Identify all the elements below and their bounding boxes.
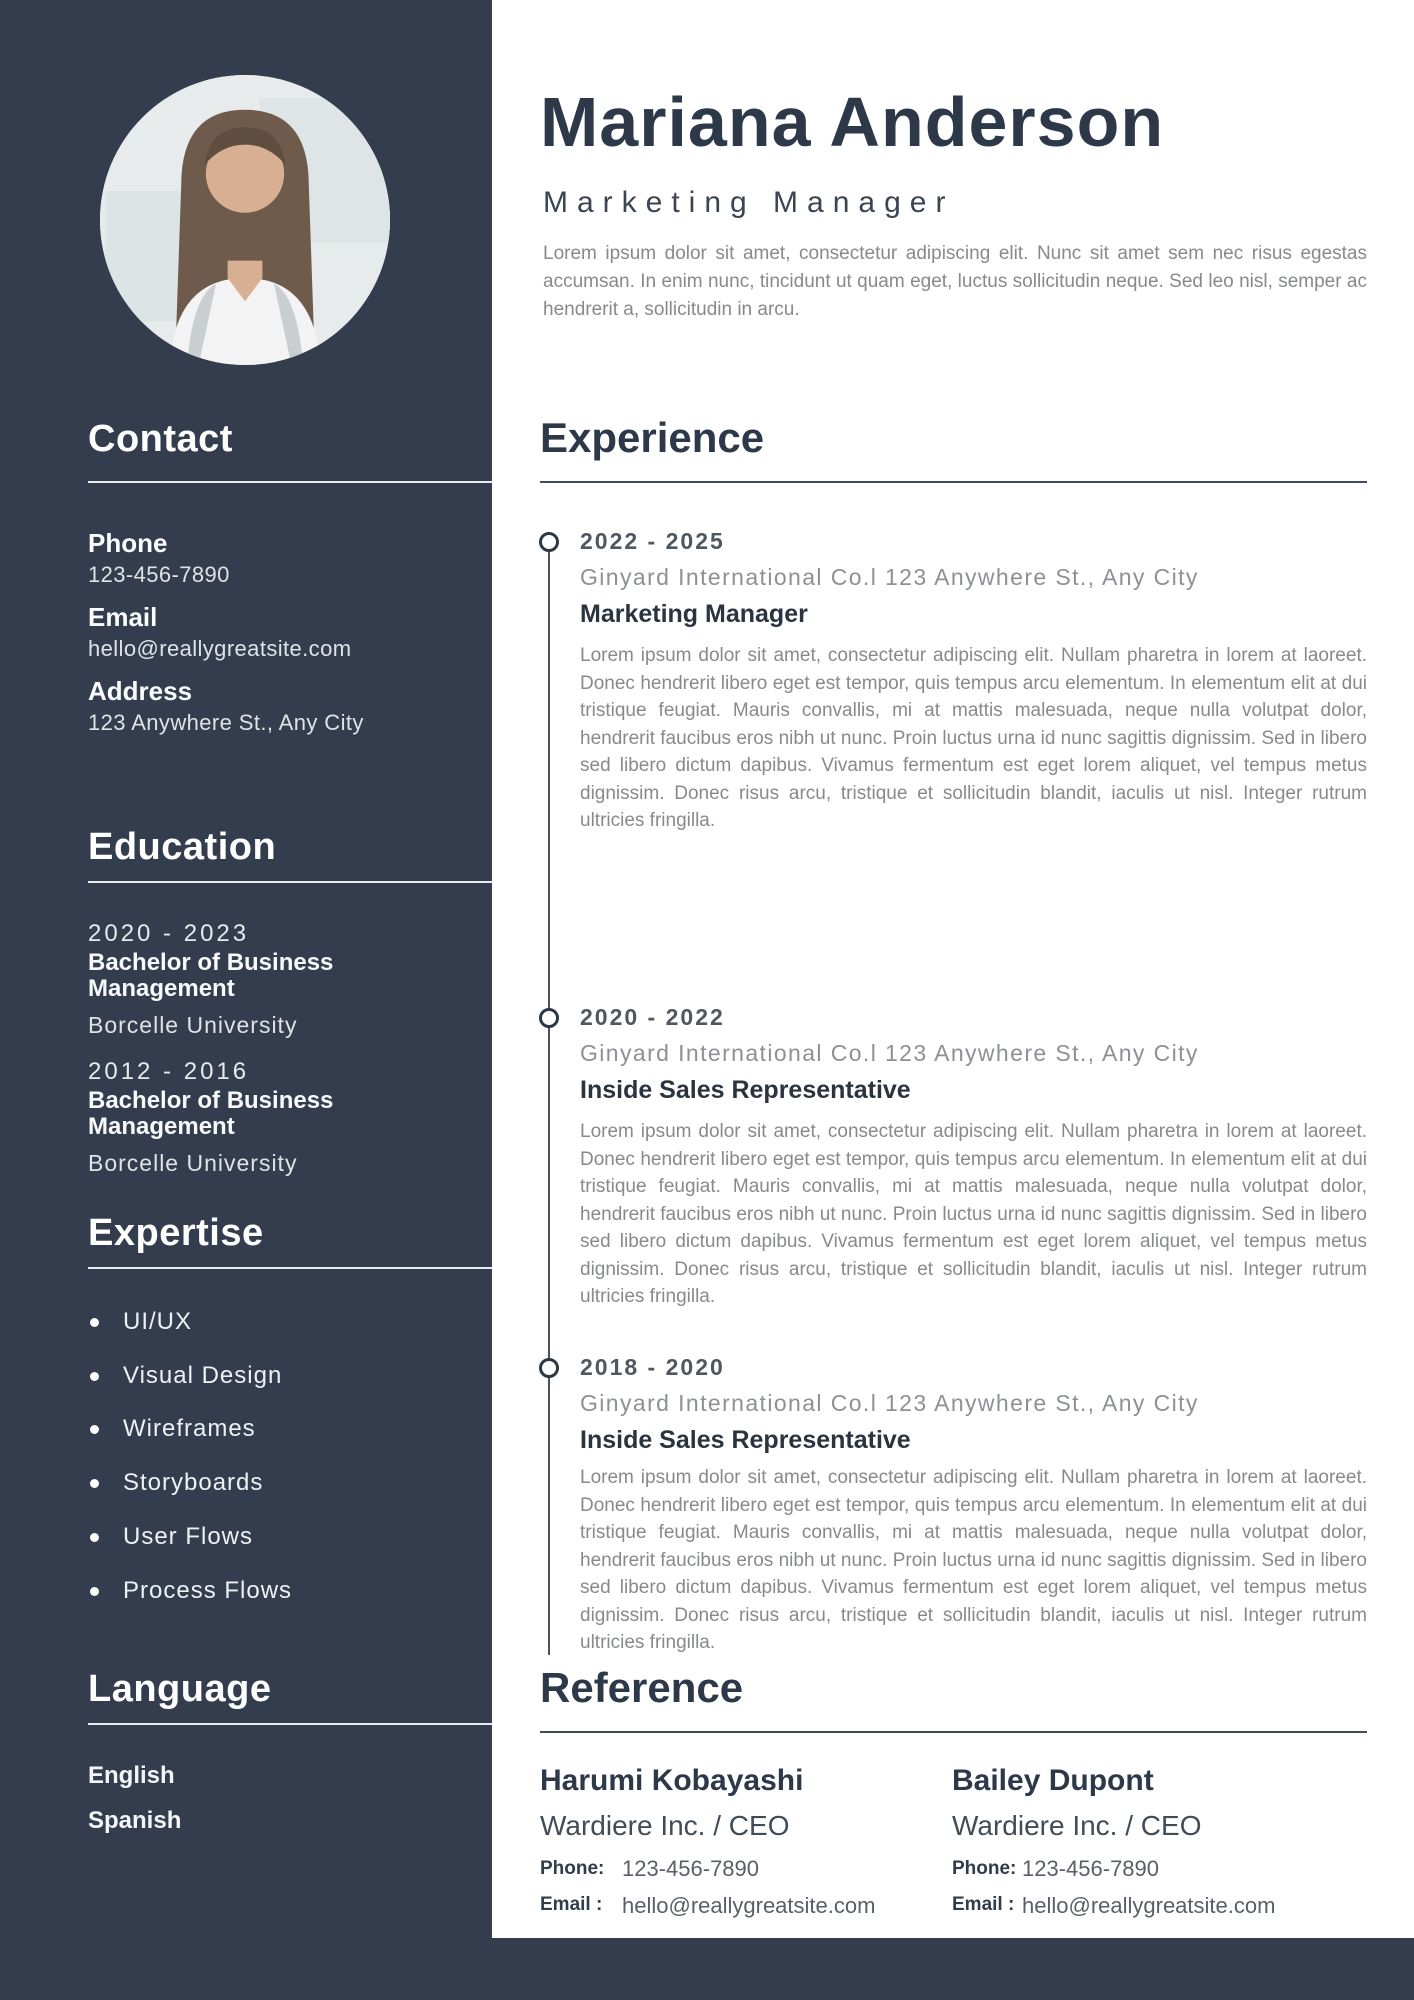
skill-label: Storyboards <box>123 1469 264 1496</box>
skill-label: Process Flows <box>123 1577 293 1604</box>
reference-phone-value: 123-456-7890 <box>1022 1856 1160 1881</box>
reference-email-label: Email : <box>952 1894 1015 1915</box>
contact-divider <box>88 481 492 483</box>
bullet-icon <box>90 1533 99 1542</box>
person-name: Mariana Anderson <box>540 83 1165 161</box>
reference-phone-value: 123-456-7890 <box>622 1856 760 1881</box>
bullet-icon <box>90 1318 99 1327</box>
email-label: Email <box>88 602 158 632</box>
education-dates: 2012 - 2016 <box>88 1058 250 1085</box>
skill-item <box>90 1523 253 1551</box>
timeline-line <box>548 543 550 1655</box>
reference-email-value: hello@reallygreatsite.com <box>1022 1893 1276 1918</box>
expertise-heading: Expertise <box>88 1212 264 1254</box>
person-portrait-icon <box>100 75 390 365</box>
education-school: Borcelle University <box>88 1150 298 1176</box>
bullet-icon <box>90 1425 99 1434</box>
contact-heading: Contact <box>88 418 233 460</box>
bullet-icon <box>90 1372 99 1381</box>
education-degree: Bachelor of Business Management <box>88 949 334 1002</box>
reference-email-value: hello@reallygreatsite.com <box>622 1893 876 1918</box>
reference-position: Wardiere Inc. / CEO <box>952 1810 1202 1841</box>
skill-label: UI/UX <box>123 1308 193 1335</box>
language-heading: Language <box>88 1668 272 1710</box>
reference-name: Harumi Kobayashi <box>540 1764 804 1797</box>
address-value: 123 Anywhere St., Any City <box>88 710 364 735</box>
experience-dates: 2018 - 2020 <box>580 1354 725 1380</box>
reference-divider <box>540 1731 1367 1733</box>
education-divider <box>88 881 492 883</box>
skill-label: User Flows <box>123 1523 254 1550</box>
language-item: English <box>88 1762 175 1789</box>
summary-paragraph: Lorem ipsum dolor sit amet, consectetur adipiscing elit. Nunc sit amet sem nec risus egestas accumsan. In enim nunc, tincidunt ut quam eget, luctus sollicitudin neque. Sed leo nisl, semper ac hendrerit a, sollicitudin in arcu. <box>543 243 1367 321</box>
address-label: Address <box>88 676 193 706</box>
skill-item <box>90 1577 292 1605</box>
experience-description: Lorem ipsum dolor sit amet, consectetur adipiscing elit. Nullam pharetra in lorem at laoreet. Donec hendrerit libero eget est tempor, quis tempus arcu elementum. In elementum elit at dui tristique feugiat. Mauris convallis, mi at mattis malesuada, neque nulla volutpat dolor, hendrerit faucibus eros nibh ut nunc. Proin luctus urna id nunc sagittis dignissim. Sed in libero sed libero dictum dapibus. Vivamus fermentum est eget lorem aliquet, vel tempus metus dignissim. Donec risus arcu, tristique et sollicitudin blandit, iaculis ut nisl. Integer rutrum ultricies fringilla. <box>580 1121 1367 1308</box>
reference-name: Bailey Dupont <box>952 1764 1154 1797</box>
timeline-marker-icon <box>539 1358 559 1378</box>
experience-divider <box>540 481 1367 483</box>
experience-company: Ginyard International Co.l 123 Anywhere St., Any City <box>580 1390 1199 1416</box>
experience-role: Inside Sales Representative <box>580 1426 911 1454</box>
reference-phone-label: Phone: <box>540 1858 605 1879</box>
phone-label: Phone <box>88 528 168 558</box>
experience-heading: Experience <box>540 414 765 461</box>
language-item: Spanish <box>88 1807 182 1834</box>
person-job-title: Marketing Manager <box>543 186 955 219</box>
reference-email-label: Email : <box>540 1894 603 1915</box>
bullet-icon <box>90 1479 99 1488</box>
skill-item <box>90 1362 282 1390</box>
timeline-marker-icon <box>539 1008 559 1028</box>
skill-item <box>90 1469 263 1497</box>
education-school: Borcelle University <box>88 1012 298 1038</box>
experience-company: Ginyard International Co.l 123 Anywhere St., Any City <box>580 1040 1199 1066</box>
skill-label: Wireframes <box>123 1415 256 1442</box>
profile-photo <box>100 75 390 365</box>
phone-value: 123-456-7890 <box>88 562 230 587</box>
timeline-marker-icon <box>539 532 559 552</box>
experience-company: Ginyard International Co.l 123 Anywhere St., Any City <box>580 564 1199 590</box>
reference-heading: Reference <box>540 1664 744 1711</box>
skill-label: Visual Design <box>123 1362 283 1389</box>
experience-dates: 2020 - 2022 <box>580 1004 725 1030</box>
footer-accent-bar <box>492 1938 1414 2000</box>
experience-role: Marketing Manager <box>580 600 808 628</box>
skill-item <box>90 1415 256 1443</box>
reference-position: Wardiere Inc. / CEO <box>540 1810 790 1841</box>
email-value: hello@reallygreatsite.com <box>88 636 352 661</box>
education-dates: 2020 - 2023 <box>88 920 250 947</box>
bullet-icon <box>90 1587 99 1596</box>
experience-description: Lorem ipsum dolor sit amet, consectetur adipiscing elit. Nullam pharetra in lorem at laoreet. Donec hendrerit libero eget est tempor, quis tempus arcu elementum. In elementum elit at dui tristique feugiat. Mauris convallis, mi at mattis malesuada, neque nulla volutpat dolor, hendrerit faucibus eros nibh ut nunc. Proin luctus urna id nunc sagittis dignissim. Sed in libero sed libero dictum dapibus. Vivamus fermentum est eget lorem aliquet, vel tempus metus dignissim. Donec risus arcu, tristique et sollicitudin blandit, iaculis ut nisl. Integer rutrum ultricies fringilla. <box>580 1467 1367 1654</box>
education-heading: Education <box>88 826 277 868</box>
sidebar <box>0 0 492 2000</box>
expertise-divider <box>88 1267 492 1269</box>
education-degree: Bachelor of Business Management <box>88 1087 334 1140</box>
skill-item <box>90 1308 192 1336</box>
language-divider <box>88 1723 492 1725</box>
experience-dates: 2022 - 2025 <box>580 528 725 554</box>
experience-role: Inside Sales Representative <box>580 1076 911 1104</box>
experience-description: Lorem ipsum dolor sit amet, consectetur adipiscing elit. Nullam pharetra in lorem at laoreet. Donec hendrerit libero eget est tempor, quis tempus arcu elementum. In elementum elit at dui tristique feugiat. Mauris convallis, mi at mattis malesuada, neque nulla volutpat dolor, hendrerit faucibus eros nibh ut nunc. Proin luctus urna id nunc sagittis dignissim. Sed in libero sed libero dictum dapibus. Vivamus fermentum est eget lorem aliquet, vel tempus metus dignissim. Donec risus arcu, tristique et sollicitudin blandit, iaculis ut nisl. Integer rutrum ultricies fringilla. <box>580 645 1367 832</box>
reference-phone-label: Phone: <box>952 1858 1017 1879</box>
